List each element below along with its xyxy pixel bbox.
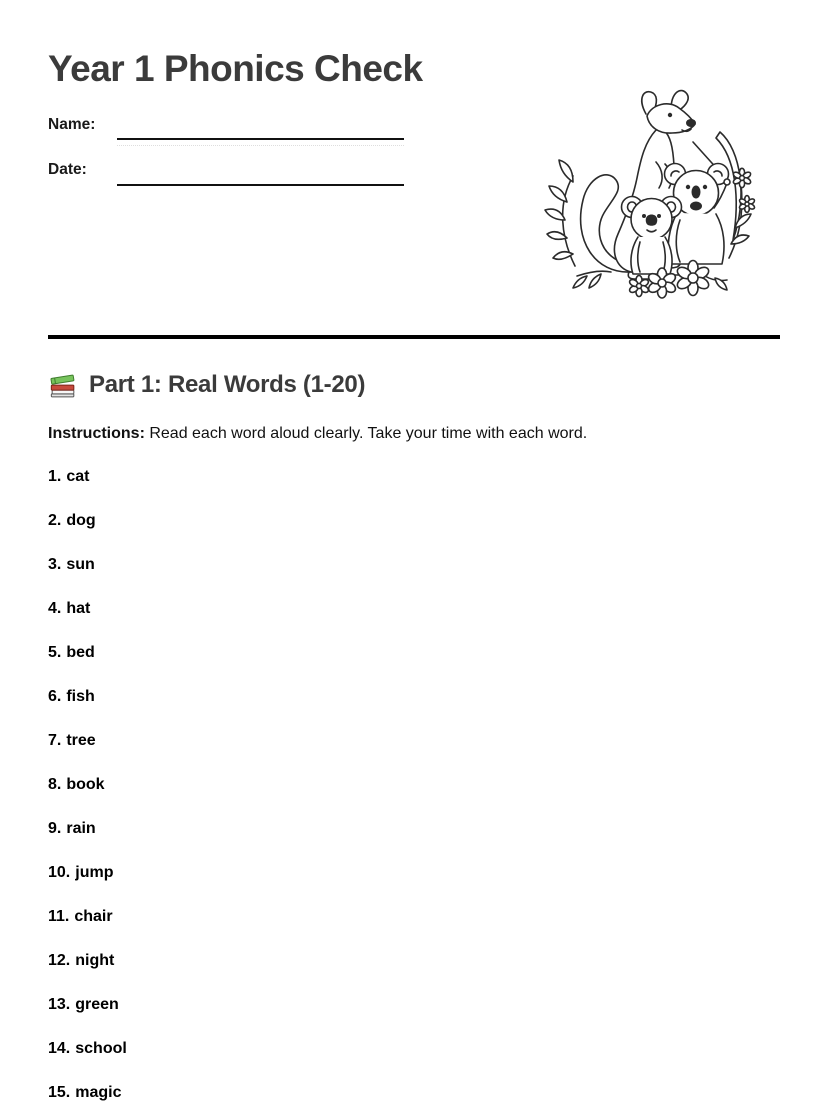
word-text: fish <box>66 688 95 705</box>
word-item <box>48 557 127 573</box>
word-item <box>48 733 127 749</box>
word-text: hat <box>66 600 91 617</box>
word-text: book <box>66 776 105 793</box>
word-item <box>48 513 127 529</box>
word-number: 8. <box>48 776 62 793</box>
word-number: 13. <box>48 996 71 1013</box>
word-item <box>48 469 127 485</box>
word-number: 3. <box>48 556 62 573</box>
word-number: 9. <box>48 820 62 837</box>
part1-heading-text: Part 1: Real Words (1-20) <box>89 371 366 398</box>
word-item <box>48 645 127 661</box>
part1-heading <box>48 371 365 399</box>
word-number: 11. <box>48 908 70 925</box>
word-text: bed <box>66 644 95 661</box>
word-number: 5. <box>48 644 62 661</box>
word-number: 10. <box>48 864 71 881</box>
word-item <box>48 821 127 837</box>
word-item <box>48 689 127 705</box>
word-number: 14. <box>48 1040 71 1057</box>
word-text: chair <box>74 908 113 925</box>
word-text: sun <box>66 556 95 573</box>
word-text: tree <box>66 732 96 749</box>
page-title: Year 1 Phonics Check <box>48 48 423 89</box>
name-blank-line <box>117 138 404 140</box>
word-item <box>48 865 127 881</box>
word-item <box>48 909 127 925</box>
word-number: 6. <box>48 688 62 705</box>
word-item <box>48 953 127 969</box>
name-blank-line-shadow <box>117 145 404 146</box>
word-number: 2. <box>48 512 62 529</box>
instructions-label: Instructions: <box>48 425 145 442</box>
word-item <box>48 601 127 617</box>
word-item <box>48 777 127 793</box>
kangaroo-and-koalas-illustration <box>543 86 765 300</box>
section-divider-rule <box>48 335 780 339</box>
word-text: school <box>75 1040 127 1057</box>
word-item <box>48 1085 127 1101</box>
word-text: dog <box>66 512 96 529</box>
instructions-paragraph <box>48 424 587 444</box>
word-number: 15. <box>48 1084 71 1101</box>
word-text: cat <box>66 468 90 485</box>
books-stack-icon <box>48 372 78 399</box>
date-blank-line <box>117 184 404 186</box>
word-number: 1. <box>48 468 62 485</box>
word-text: rain <box>66 820 96 837</box>
name-field-label: Name: <box>48 116 96 133</box>
word-text: night <box>75 952 115 969</box>
word-item <box>48 997 127 1013</box>
date-field-label: Date: <box>48 161 87 178</box>
word-text: magic <box>75 1084 122 1101</box>
instructions-text: Read each word aloud clearly. Take your time with each word. <box>144 425 588 442</box>
word-text: jump <box>75 864 114 881</box>
word-number: 12. <box>48 952 71 969</box>
word-number: 4. <box>48 600 62 617</box>
real-words-list <box>48 469 127 1118</box>
word-number: 7. <box>48 732 62 749</box>
word-text: green <box>75 996 119 1013</box>
word-item <box>48 1041 127 1057</box>
